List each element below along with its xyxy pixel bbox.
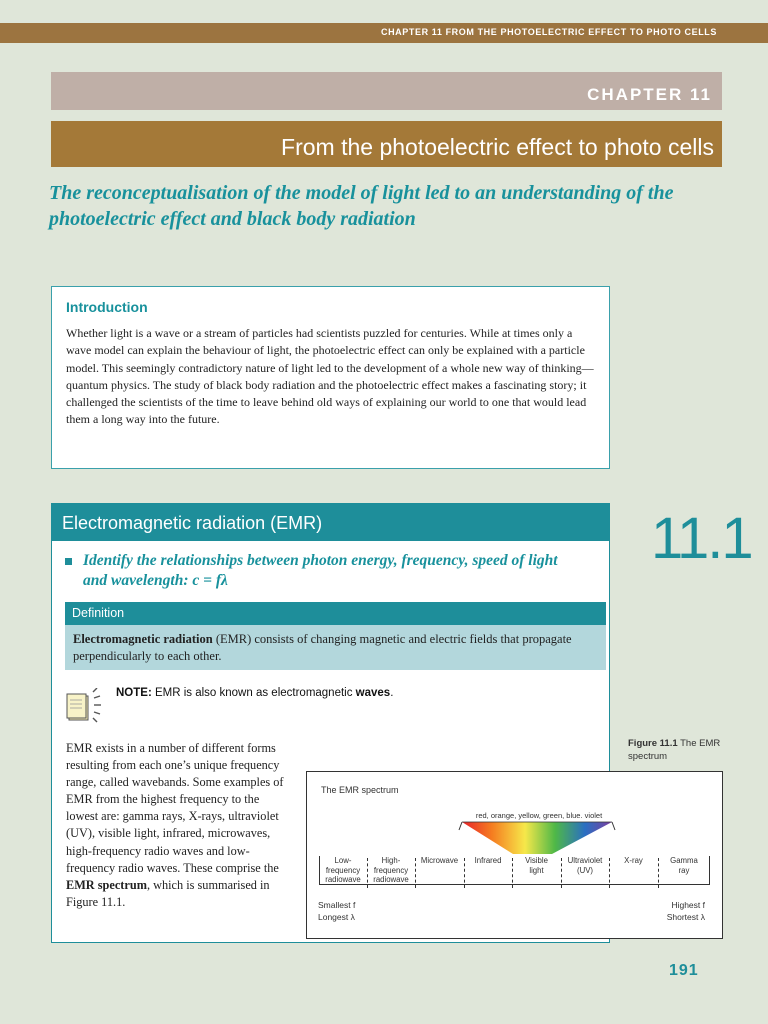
- band-low-frequency-radiowave: Low- frequency radiowave: [325, 856, 361, 885]
- visible-colors-label: red, orange, yellow, green, blue. violet: [475, 811, 603, 820]
- chapter-subtitle: The reconceptualisation of the model of light led to an understanding of the photoelectric effect and black body radiation: [49, 182, 674, 230]
- note-icon: [66, 688, 106, 724]
- note-text: [116, 687, 393, 699]
- section-title: Electromagnetic radiation (EMR): [62, 513, 323, 533]
- section-header: [52, 504, 609, 541]
- band-infrared: Infrared: [474, 856, 502, 865]
- figure-caption-text: The EMR spectrum: [628, 738, 721, 762]
- bullet-square-icon: [65, 558, 72, 565]
- band-x-ray: X-ray: [624, 856, 643, 865]
- chapter-title-bar: [51, 121, 722, 167]
- definition-body: [65, 625, 606, 670]
- definition-header: [65, 602, 606, 625]
- section-number: 11.1: [651, 506, 752, 571]
- axis-left-end-label: Smallest f Longest λ: [318, 900, 356, 922]
- chapter-label-bar: [51, 72, 722, 110]
- emr-spectrum-figure: [306, 771, 723, 939]
- note-label: NOTE:: [116, 687, 152, 699]
- definition-description: (EMR) consists of changing magnetic and electric fields that propagate perpendicularly to each other.: [73, 632, 572, 663]
- body-paragraph: [66, 740, 294, 911]
- note-text-before: EMR is also known as electromagnetic: [151, 687, 356, 699]
- body-text-before: EMR exists in a number of different forms resulting from each one’s unique frequency range, called wavebands. Some examples of EMR from the highest frequency to the lowest are: gamma rays, X-rays, ultraviolet (UV), visible light, infrared, microwaves, high-frequency radio waves and low-frequency radio waves. These comprise the: [66, 741, 284, 875]
- figure-caption-label: Figure 11.1: [628, 738, 678, 749]
- page-number: 191: [669, 962, 699, 979]
- introduction-box: [51, 286, 610, 469]
- definition-heading: Definition: [72, 606, 125, 620]
- introduction-heading: Introduction: [66, 299, 148, 315]
- band-gamma-ray: Gamma ray: [670, 856, 698, 875]
- running-head: CHAPTER 11 FROM THE PHOTOELECTRIC EFFECT TO PHOTO CELLS: [380, 27, 717, 37]
- body-bold-term: EMR spectrum: [66, 877, 147, 892]
- learning-objective: Identify the relationships between photon energy, frequency, speed of light and wavelength: c = fλ: [83, 552, 558, 589]
- running-head-bar: [0, 23, 768, 43]
- band-ultraviolet: Ultraviolet (UV): [567, 856, 603, 875]
- figure-title: The EMR spectrum: [321, 785, 399, 795]
- introduction-text: Whether light is a wave or a stream of particles had scientists puzzled for centuries. While at times only a wave model can explain the behaviour of light, the photoelectric effect can only be explained with a particle model. This seemingly contradictory nature of light led to the development of a whole new way of thinking—quantum physics. The study of black body radiation and the photoelectric effect makes a fascinating story; it challenged the scientists of the time to leave behind old ways of explaining our world to one that would lead them a long way into the future.: [66, 326, 594, 427]
- note-text-after: .: [390, 687, 394, 699]
- chapter-label: CHAPTER 11: [587, 85, 712, 104]
- note-bold-word: waves: [355, 687, 391, 699]
- definition-text: [73, 631, 598, 665]
- body-text-after: , which is summarised in Figure 11.1.: [66, 877, 270, 909]
- chapter-title: From the photoelectric effect to photo cells: [281, 134, 714, 160]
- definition-term: Electromagnetic radiation: [73, 632, 213, 646]
- band-visible-light: Visible light: [525, 856, 548, 875]
- band-microwave: Microwave: [420, 856, 459, 865]
- figure-caption: [628, 737, 728, 763]
- axis-right-end-label: Highest f Shortest λ: [666, 900, 705, 922]
- band-high-frequency-radiowave: High- frequency radiowave: [373, 856, 409, 885]
